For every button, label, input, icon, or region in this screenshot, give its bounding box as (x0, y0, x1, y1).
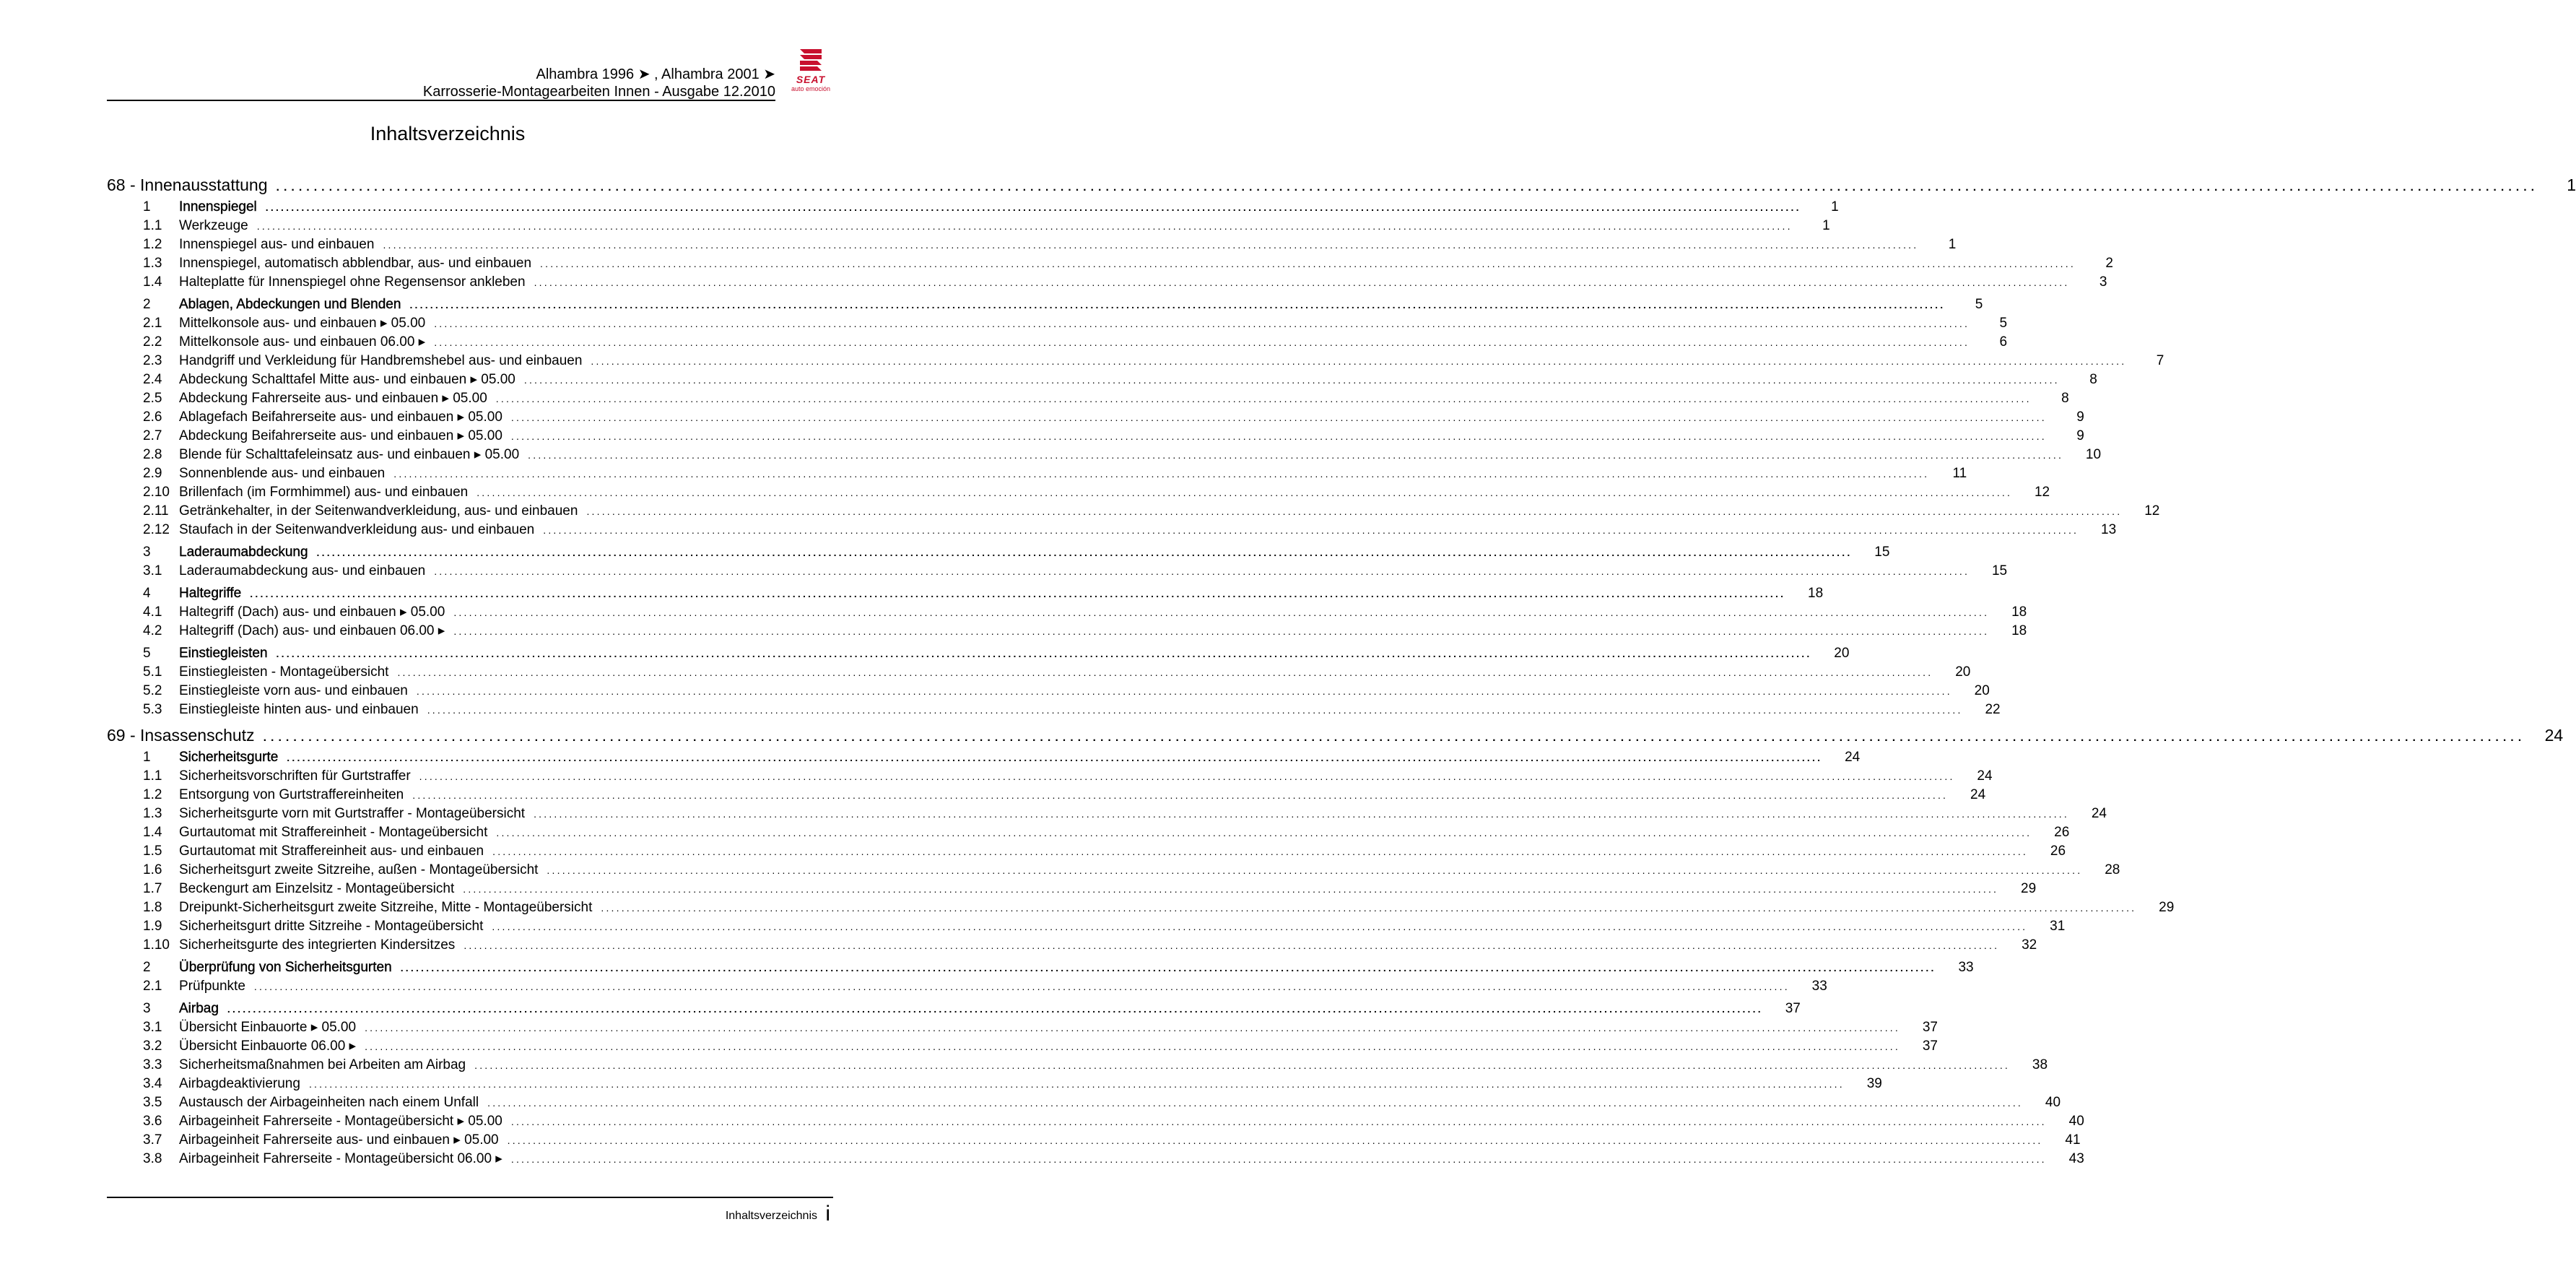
toc-title: Austausch der Airbageinheiten nach einem Unfall (179, 1095, 479, 1110)
toc-title: 69 - Insassenschutz (107, 726, 255, 745)
toc-number: 3.6 (143, 1114, 162, 1129)
header-model: Alhambra 1996 ➤ , Alhambra 2001 ➤ (536, 66, 775, 82)
dot-leader: ............................................................................................................................................................................................................................................................................................................ (276, 181, 2539, 194)
toc-title: Innenspiegel, automatisch abblendbar, aus- und einbauen (179, 256, 532, 271)
dot-leader: ............................................................................................................................................................................................................................................................................................................ (510, 1116, 2047, 1127)
toc-item[interactable] (107, 880, 2037, 898)
toc-item[interactable] (107, 663, 1971, 682)
toc-number: 2 (143, 960, 151, 975)
toc-item[interactable] (107, 861, 2120, 880)
toc-item[interactable] (107, 446, 2102, 464)
toc-page-number: 11 (1952, 466, 1967, 481)
dot-leader: ............................................................................................................................................................................................................................................................................................................ (534, 277, 2070, 288)
toc-title: Einstiegleiste vorn aus- und einbauen (179, 683, 408, 698)
toc-number: 1.3 (143, 806, 162, 821)
dot-leader: ............................................................................................................................................................................................................................................................................................................ (543, 524, 2079, 536)
toc-number: 1.5 (143, 844, 162, 859)
toc-page-number: 6 (1999, 334, 2008, 350)
toc-chapter[interactable] (107, 722, 2564, 748)
toc-item[interactable] (107, 1037, 1938, 1056)
toc-item[interactable] (107, 235, 1957, 254)
toc-page-number: 24 (2091, 806, 2107, 821)
dot-leader: ............................................................................................................................................................................................................................................................................................................ (412, 789, 1949, 801)
dot-leader: ............................................................................................................................................................................................................................................................................................................ (265, 201, 1801, 213)
toc-number: 2.1 (143, 979, 162, 994)
toc-page-number: 29 (2021, 881, 2037, 896)
toc-title: Ablagen, Abdeckungen und Blenden (179, 297, 401, 312)
toc-page-number: 15 (1874, 545, 1890, 560)
dot-leader: ............................................................................................................................................................................................................................................................................................................ (256, 220, 1793, 232)
toc-page-number: 24 (1970, 787, 1986, 802)
dot-leader: ............................................................................................................................................................................................................................................................................................................ (365, 1041, 1900, 1052)
toc-page-number: 26 (2054, 825, 2070, 840)
dot-leader: ............................................................................................................................................................................................................................................................................................................ (434, 318, 1970, 329)
toc-page-number: 5 (1999, 316, 2008, 331)
toc-title: Einstiegleisten - Montageübersicht (179, 664, 389, 680)
toc-page-number: 12 (2034, 485, 2050, 500)
toc-item[interactable] (107, 1056, 2048, 1075)
toc-number: 2.3 (143, 353, 162, 368)
toc-number: 5.1 (143, 664, 162, 680)
toc-title: Übersicht Einbauorte ▸ 05.00 (179, 1020, 357, 1035)
toc-page-number: 18 (2011, 604, 2027, 620)
toc-title: Gurtautomat mit Straffereinheit aus- und einbauen (179, 844, 484, 859)
toc-title: Handgriff und Verkleidung für Handbremshebel aus- und einbauen (179, 353, 583, 368)
dot-leader: ............................................................................................................................................................................................................................................................................................................ (263, 732, 2526, 744)
dot-leader: ............................................................................................................................................................................................................................................................................................................ (409, 299, 1946, 311)
toc-page-number: 5 (1975, 297, 1983, 312)
toc-item[interactable] (107, 1112, 2084, 1131)
toc-item[interactable] (107, 408, 2084, 427)
toc-title: Abdeckung Schalttafel Mitte aus- und einbauen ▸ 05.00 (179, 372, 515, 387)
toc-item[interactable] (107, 1018, 1938, 1037)
toc-title: Sicherheitsmaßnahmen bei Arbeiten am Airbag (179, 1057, 466, 1072)
toc-item[interactable] (107, 217, 1830, 235)
toc-page-number: 33 (1958, 960, 1974, 975)
toc-page-number: 10 (2085, 447, 2102, 462)
toc-title: Airbagdeaktivierung (179, 1076, 300, 1091)
dot-leader: ............................................................................................................................................................................................................................................................................................................ (453, 607, 1990, 618)
toc-number: 2.9 (143, 466, 162, 481)
toc-number: 3.2 (143, 1039, 162, 1054)
dot-leader: ............................................................................................................................................................................................................................................................................................................ (393, 468, 1930, 480)
toc-number: 2.11 (143, 503, 169, 519)
page-header (107, 62, 775, 101)
toc-page-number: 38 (2032, 1057, 2048, 1072)
toc-number: 3.4 (143, 1076, 162, 1091)
toc-page-number: 20 (1834, 646, 1850, 661)
toc-item[interactable] (107, 701, 2001, 719)
toc-item[interactable] (107, 842, 2066, 861)
toc-item[interactable] (107, 603, 2027, 622)
toc-section[interactable] (107, 584, 1824, 603)
header-edition: Karrosserie-Montagearbeiten Innen - Ausgabe 12.2010 (422, 84, 775, 100)
toc-number: 1.8 (143, 900, 162, 915)
dot-leader: ............................................................................................................................................................................................................................................................................................................ (383, 239, 1919, 251)
toc-number: 1.2 (143, 787, 162, 802)
toc-title: Staufach in der Seitenwandverkleidung aus- und einbauen (179, 522, 535, 537)
dot-leader: ............................................................................................................................................................................................................................................................................................................ (528, 449, 2064, 461)
toc-title: Sicherheitsgurt zweite Sitzreihe, außen - Montageübersicht (179, 862, 539, 877)
toc-page-number: 7 (2156, 353, 2164, 368)
toc-number: 3 (143, 1001, 151, 1016)
toc-title: Haltegriff (Dach) aus- und einbauen 06.00 ▸ (179, 623, 445, 638)
toc-number: 3.8 (143, 1151, 162, 1166)
toc-number: 2.4 (143, 372, 162, 387)
dot-leader: ............................................................................................................................................................................................................................................................................................................ (487, 1097, 2024, 1109)
footer-divider (107, 1197, 833, 1198)
dot-leader: ............................................................................................................................................................................................................................................................................................................ (507, 1135, 2043, 1146)
toc-item[interactable] (107, 977, 1827, 996)
toc-page-number: 1 (2567, 175, 2576, 194)
toc-number: 4.2 (143, 623, 162, 638)
dot-leader: ............................................................................................................................................................................................................................................................................................................ (510, 430, 2047, 442)
toc-number: 3.3 (143, 1057, 162, 1072)
toc-item[interactable] (107, 1131, 2081, 1150)
dot-leader: ............................................................................................................................................................................................................................................................................................................ (510, 1153, 2047, 1165)
toc-page-number: 1 (1831, 199, 1839, 214)
dot-leader: ............................................................................................................................................................................................................................................................................................................ (253, 981, 1790, 992)
toc-title: Sicherheitsgurt dritte Sitzreihe - Montageübersicht (179, 919, 484, 934)
toc-title: Innenspiegel aus- und einbauen (179, 237, 375, 252)
toc-title: Einstiegleiste hinten aus- und einbauen (179, 702, 419, 717)
toc-item[interactable] (107, 464, 1967, 483)
table-of-contents (107, 172, 2576, 1169)
toc-section[interactable] (107, 198, 1839, 217)
toc-title: Beckengurt am Einzelsitz - Montageübersicht (179, 881, 455, 896)
toc-page-number: 37 (1922, 1039, 1938, 1054)
toc-title: Ablagefach Beifahrerseite aus- und einbauen ▸ 05.00 (179, 409, 502, 425)
toc-number: 3.5 (143, 1095, 162, 1110)
toc-title: Werkzeuge (179, 218, 248, 233)
dot-leader: ............................................................................................................................................................................................................................................................................................................ (586, 506, 2123, 517)
toc-page-number: 29 (2159, 900, 2175, 915)
toc-title: Getränkehalter, in der Seitenwandverkleidung, aus- und einbauen (179, 503, 578, 519)
toc-page-number: 18 (2011, 623, 2027, 638)
dot-leader: ............................................................................................................................................................................................................................................................................................................ (534, 808, 2069, 820)
toc-title: Sonnenblende aus- und einbauen (179, 466, 386, 481)
dot-leader: ............................................................................................................................................................................................................................................................................................................ (601, 902, 2137, 914)
toc-title: Airbageinheit Fahrerseite - Montageübersicht ▸ 05.00 (179, 1114, 502, 1129)
toc-page-number: 9 (2076, 428, 2084, 443)
dot-leader: ............................................................................................................................................................................................................................................................................................................ (427, 704, 1963, 716)
toc-title: Abdeckung Beifahrerseite aus- und einbauen ▸ 05.00 (179, 428, 502, 443)
toc-title: Überprüfung von Sicherheitsgurten (179, 960, 392, 975)
toc-item[interactable] (107, 805, 2107, 823)
toc-number: 2 (143, 297, 151, 312)
toc-title: Airbageinheit Fahrerseite aus- und einbauen ▸ 05.00 (179, 1132, 499, 1148)
toc-page-number: 8 (2061, 391, 2069, 406)
dot-leader: ............................................................................................................................................................................................................................................................................................................ (463, 883, 1999, 895)
toc-number: 4.1 (143, 604, 162, 620)
toc-page-number: 37 (1785, 1001, 1801, 1016)
toc-number: 1.6 (143, 862, 162, 877)
dot-leader: ............................................................................................................................................................................................................................................................................................................ (276, 648, 1812, 659)
dot-leader: ............................................................................................................................................................................................................................................................................................................ (464, 940, 2000, 951)
toc-title: Laderaumabdeckung (179, 545, 308, 560)
toc-item[interactable] (107, 483, 2050, 502)
toc-number: 3.7 (143, 1132, 162, 1148)
toc-item[interactable] (107, 898, 2175, 917)
toc-item[interactable] (107, 936, 2037, 955)
toc-number: 1 (143, 750, 151, 765)
toc-title: Halteplatte für Innenspiegel ohne Regensensor ankleben (179, 274, 526, 290)
toc-title: Prüfpunkte (179, 979, 245, 994)
seat-emblem-icon (797, 48, 824, 74)
toc-page-number: 43 (2068, 1151, 2084, 1166)
toc-number: 3.1 (143, 1020, 162, 1035)
toc-page-number: 40 (2068, 1114, 2084, 1129)
toc-page-number: 37 (1922, 1020, 1938, 1035)
toc-number: 1.7 (143, 881, 162, 896)
toc-title: 68 - Innenausstattung (107, 175, 268, 194)
toc-number: 2.10 (143, 485, 170, 500)
toc-item[interactable] (107, 622, 2027, 641)
dot-leader: ............................................................................................................................................................................................................................................................................................................ (510, 412, 2047, 423)
toc-title: Sicherheitsgurte (179, 750, 279, 765)
toc-section[interactable] (107, 1000, 1801, 1018)
dot-leader: ............................................................................................................................................................................................................................................................................................................ (495, 393, 2032, 404)
toc-number: 1.10 (143, 937, 170, 953)
toc-title: Gurtautomat mit Straffereinheit - Montageübersicht (179, 825, 488, 840)
toc-title: Blende für Schalttafeleinsatz aus- und einbauen ▸ 05.00 (179, 447, 520, 462)
toc-section[interactable] (107, 543, 1890, 562)
toc-number: 1.1 (143, 218, 162, 233)
toc-title: Sicherheitsgurte des integrierten Kindersitzes (179, 937, 456, 953)
toc-page-number: 13 (2101, 522, 2117, 537)
toc-title: Entsorgung von Gurtstraffereinheiten (179, 787, 404, 802)
toc-number: 1.4 (143, 274, 162, 290)
toc-page-number: 20 (1974, 683, 1990, 698)
toc-chapter[interactable] (107, 172, 2576, 198)
toc-page-number: 1 (1948, 237, 1957, 252)
dot-leader: ............................................................................................................................................................................................................................................................................................................ (365, 1022, 1900, 1033)
toc-title: Brillenfach (im Formhimmel) aus- und einbauen (179, 485, 469, 500)
dot-leader: ............................................................................................................................................................................................................................................................................................................ (287, 752, 1823, 763)
toc-page-number: 33 (1811, 979, 1827, 994)
toc-item[interactable] (107, 370, 2097, 389)
dot-leader: ............................................................................................................................................................................................................................................................................................................ (250, 588, 1786, 599)
toc-number: 5.2 (143, 683, 162, 698)
dot-leader: ............................................................................................................................................................................................................................................................................................................ (419, 771, 1955, 782)
toc-page-number: 41 (2065, 1132, 2081, 1148)
toc-item[interactable] (107, 333, 2008, 352)
toc-title: Dreipunkt-Sicherheitsgurt zweite Sitzreihe, Mitte - Montageübersicht (179, 900, 593, 915)
toc-item[interactable] (107, 521, 2117, 539)
dot-leader: ............................................................................................................................................................................................................................................................................................................ (540, 258, 2076, 269)
toc-item[interactable] (107, 314, 2008, 333)
toc-title: Einstiegleisten (179, 646, 268, 661)
toc-number: 2.5 (143, 391, 162, 406)
toc-title: Übersicht Einbauorte 06.00 ▸ (179, 1039, 357, 1054)
toc-page-number: 40 (2045, 1095, 2061, 1110)
toc-item[interactable] (107, 273, 2107, 292)
page-title: Inhaltsverzeichnis (370, 123, 526, 144)
toc-page-number: 8 (2089, 372, 2097, 387)
toc-page-number: 32 (2022, 937, 2037, 953)
toc-number: 3 (143, 545, 151, 560)
toc-item[interactable] (107, 1150, 2084, 1169)
logo-claim: auto emoción (791, 85, 831, 92)
toc-page-number: 2 (2105, 256, 2113, 271)
toc-item[interactable] (107, 254, 2113, 273)
toc-page-number: 20 (1955, 664, 1971, 680)
footer-label: Inhaltsverzeichnis (725, 1210, 817, 1222)
dot-leader: ............................................................................................................................................................................................................................................................................................................ (453, 625, 1990, 637)
toc-section[interactable] (107, 958, 1974, 977)
toc-item[interactable] (107, 786, 1986, 805)
dot-leader: ............................................................................................................................................................................................................................................................................................................ (308, 1078, 1845, 1090)
toc-item[interactable] (107, 427, 2084, 446)
dot-leader: ............................................................................................................................................................................................................................................................................................................ (523, 374, 2060, 386)
toc-page-number: 39 (1866, 1076, 1882, 1091)
dot-leader: ............................................................................................................................................................................................................................................................................................................ (316, 547, 1853, 558)
toc-number: 2.1 (143, 316, 162, 331)
dot-leader: ............................................................................................................................................................................................................................................................................................................ (434, 337, 1970, 348)
toc-number: 1.3 (143, 256, 162, 271)
toc-title: Sicherheitsvorschriften für Gurtstraffer (179, 768, 411, 784)
dot-leader: ............................................................................................................................................................................................................................................................................................................ (227, 1003, 1763, 1015)
toc-title: Laderaumabdeckung aus- und einbauen (179, 563, 426, 578)
toc-title: Haltegriff (Dach) aus- und einbauen ▸ 05.00 (179, 604, 445, 620)
toc-title: Mittelkonsole aus- und einbauen 06.00 ▸ (179, 334, 426, 350)
toc-item[interactable] (107, 823, 2070, 842)
toc-number: 5 (143, 646, 151, 661)
toc-number: 1 (143, 199, 151, 214)
toc-title: Haltegriffe (179, 586, 242, 601)
dot-leader: ............................................................................................................................................................................................................................................................................................................ (416, 685, 1952, 697)
toc-number: 4 (143, 586, 151, 601)
toc-page-number: 24 (1977, 768, 1993, 784)
dot-leader: ............................................................................................................................................................................................................................................................................................................ (496, 827, 2032, 838)
dot-leader: ............................................................................................................................................................................................................................................................................................................ (400, 962, 1936, 974)
toc-item[interactable] (107, 1075, 1882, 1093)
dot-leader: ............................................................................................................................................................................................................................................................................................................ (591, 355, 2127, 367)
toc-number: 1.1 (143, 768, 162, 784)
toc-title: Innenspiegel (179, 199, 257, 214)
logo-brand: SEAT (796, 74, 826, 85)
toc-page-number: 1 (1822, 218, 1830, 233)
toc-number: 3.1 (143, 563, 162, 578)
toc-title: Mittelkonsole aus- und einbauen ▸ 05.00 (179, 316, 426, 331)
dot-leader: ............................................................................................................................................................................................................................................................................................................ (547, 864, 2083, 876)
dot-leader: ............................................................................................................................................................................................................................................................................................................ (492, 921, 2028, 932)
toc-page-number: 26 (2050, 844, 2066, 859)
dot-leader: ............................................................................................................................................................................................................................................................................................................ (397, 667, 1933, 678)
seat-logo (781, 48, 840, 94)
toc-item[interactable] (107, 352, 2164, 370)
dot-leader: ............................................................................................................................................................................................................................................................................................................ (477, 487, 2013, 498)
toc-page-number: 22 (1985, 702, 2001, 717)
toc-number: 2.6 (143, 409, 162, 425)
toc-title: Abdeckung Fahrerseite aus- und einbauen ▸ 05.00 (179, 391, 487, 406)
toc-item[interactable] (107, 389, 2069, 408)
toc-title: Airbag (179, 1001, 219, 1016)
toc-page-number: 12 (2144, 503, 2160, 519)
toc-page-number: 24 (2544, 726, 2564, 745)
toc-section[interactable] (107, 748, 1861, 767)
toc-item[interactable] (107, 1093, 2061, 1112)
dot-leader: ............................................................................................................................................................................................................................................................................................................ (474, 1059, 2011, 1071)
toc-title: Sicherheitsgurte vorn mit Gurtstraffer - Montageübersicht (179, 806, 526, 821)
toc-number: 2.7 (143, 428, 162, 443)
footer-page-number: i (825, 1202, 830, 1226)
toc-page-number: 3 (2099, 274, 2107, 290)
toc-item[interactable] (107, 767, 1993, 786)
toc-number: 2.12 (143, 522, 170, 537)
toc-page-number: 28 (2105, 862, 2120, 877)
dot-leader: ............................................................................................................................................................................................................................................................................................................ (434, 565, 1970, 577)
dot-leader: ............................................................................................................................................................................................................................................................................................................ (492, 846, 2029, 857)
toc-number: 1.4 (143, 825, 162, 840)
toc-page-number: 18 (1808, 586, 1824, 601)
toc-number: 2.8 (143, 447, 162, 462)
toc-section[interactable] (107, 295, 1983, 314)
toc-title: Airbageinheit Fahrerseite - Montageübersicht 06.00 ▸ (179, 1151, 502, 1166)
toc-section[interactable] (107, 644, 1850, 663)
toc-page-number: 31 (2050, 919, 2066, 934)
toc-item[interactable] (107, 502, 2160, 521)
toc-page-number: 24 (1845, 750, 1861, 765)
toc-item[interactable] (107, 917, 2066, 936)
toc-item[interactable] (107, 562, 2008, 581)
toc-number: 2.2 (143, 334, 162, 350)
toc-number: 5.3 (143, 702, 162, 717)
toc-item[interactable] (107, 682, 1990, 701)
toc-number: 1.9 (143, 919, 162, 934)
toc-number: 1.2 (143, 237, 162, 252)
toc-page-number: 9 (2076, 409, 2084, 425)
toc-page-number: 15 (1991, 563, 2008, 578)
